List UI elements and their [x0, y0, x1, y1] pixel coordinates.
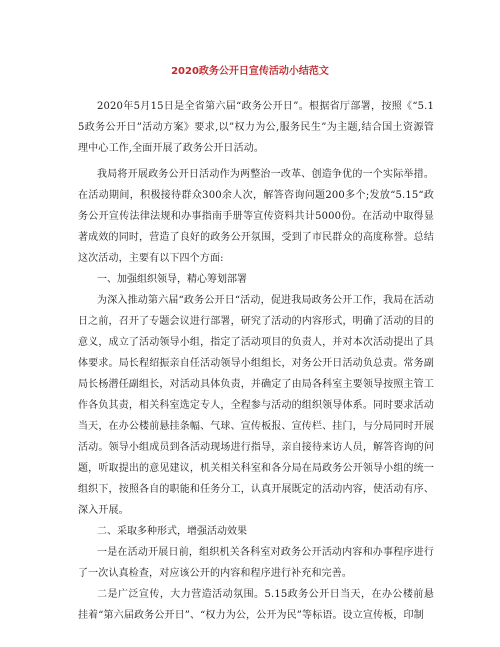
document-body [78, 96, 434, 626]
document-title: 2020政务公开日宣传活动小结范文 [171, 66, 329, 77]
intro-paragraph: 2020年5月15日是全省第六届“政务公开日”。根据省厅部署，按照《“5.15政务公开日”活动方案》要求,以”权力为公,服务民生”为主题,结合国土资源管理中心工作,全面开展了政务公开日活动。 [78, 101, 434, 154]
section-1-paragraph: 为深入推动第六届“政务公开日“活动，促进我局政务公开工作，我局在活动日之前，召开了专题会议进行部署，研究了活动的内容形式，明确了活动的目的意义，成立了活动领导小组，指定了活动项目的负责人，并对本次活动提出了具体要求。局长程绍振亲自任活动领导小组组长，对务公开日活动负总责。常务副局长杨潜任副组长，对活动具体负责，并确定了由局各科室主要领导按照主管工作各负其责，相关科室选定专人，全程参与活动的组织领导体系。同时要求活动当天，在办公楼前悬挂条幅、气球、宣传板报、宣传栏、挂门，与分局同时开展活动。领导小组成员到各活动现场进行指导，亲自接待来访人员，解答咨询的问题，听取提出的意见建议，机关相关科室和各分局在局政务公开领导小组的统一组织下，按照各自的职能和任务分工，认真开展既定的活动内容，使活动有序、深入开展。 [78, 295, 434, 516]
section-heading-1: 一、加强组织领导，精心筹划部署 [97, 274, 247, 285]
summary-paragraph: 我局将开展政务公开日活动作为两整治一改革、创造争优的一个实际举措。在活动期间，积极接待群众300余人次，解答咨询问题200多个;发放“5.15“政务公开宣传法律法规和办事指南手册等宣传资料共计5000份。在活动中取得显著成效的同时，营造了良好的政务公开氛围，受到了市民群众的高度称誉。总结这次活动，主要有以下四个方面: [78, 169, 434, 264]
section-2-paragraph-1: 一是在活动开展日前，组织机关各科室对政务公开活动内容和办事程序进行了一次认真检查，对应该公开的内容和程序进行补充和完善。 [78, 547, 434, 579]
section-heading-2: 二、采取多种形式，增强活动效果 [97, 526, 247, 537]
section-2-paragraph-2: 二是广泛宣传，大力营造活动氛围。5.15政务公开日当天，在办公楼前悬挂着“第六届政务公开日”、“权力为公，公开为民”等标语。设立宣传板，印制 [78, 589, 434, 621]
